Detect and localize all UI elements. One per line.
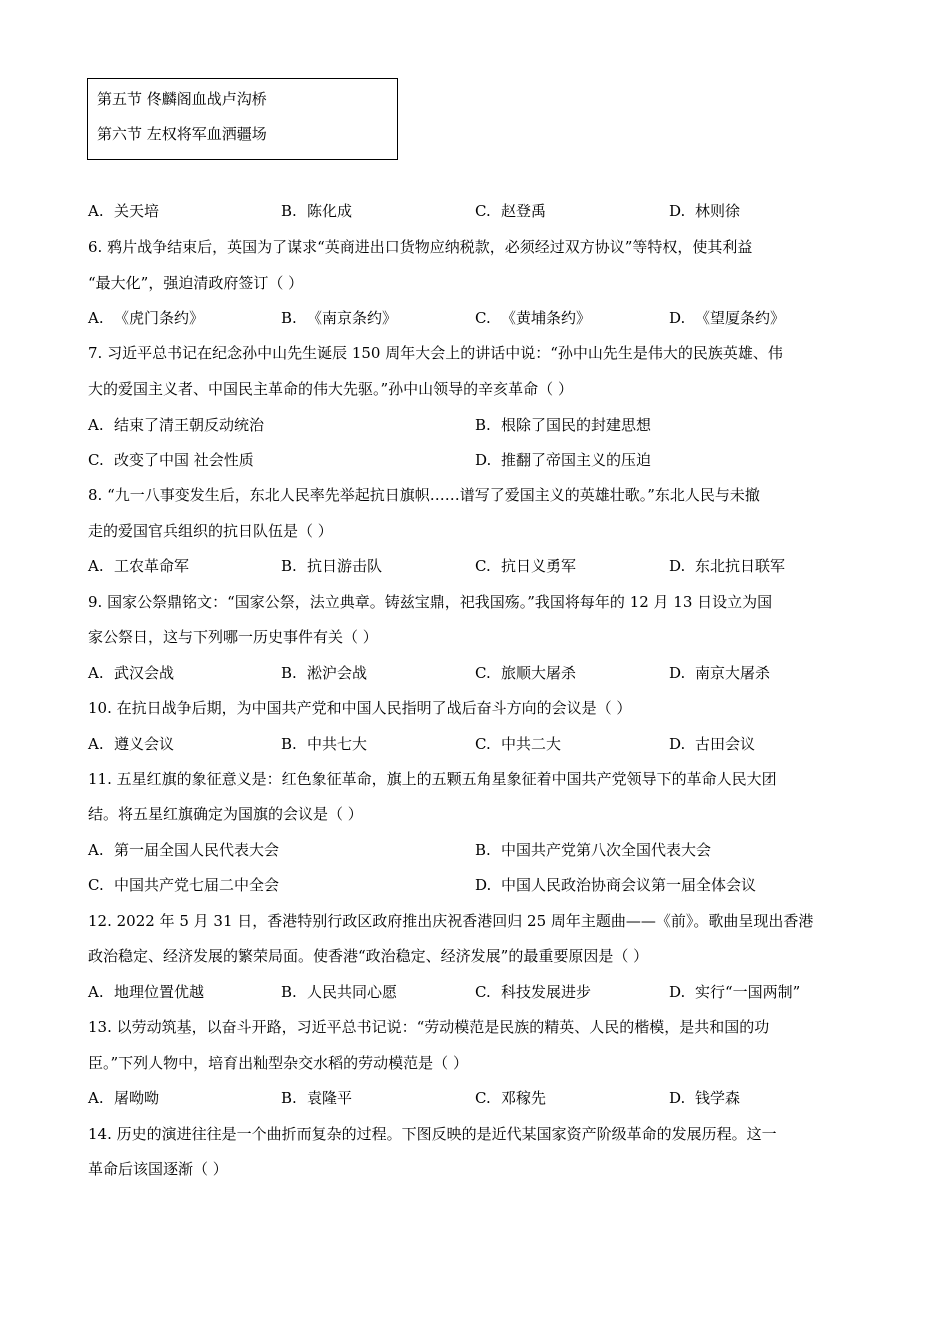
q6-stem-line1: 6. 鸦片战争结束后，英国为了谋求“英商进出口货物应纳税款，必须经过双方协议”等特权，使其利益 — [88, 238, 753, 256]
q10-option-d: D. 古田会议 — [669, 735, 756, 753]
q8-option-a: A. 工农革命军 — [88, 557, 190, 575]
q9-stem-line1: 9. 国家公祭鼎铭文：“国家公祭，法立典章。铸兹宝鼎，祀我国殇。”我国将每年的 12 月 13 日设立为国 — [88, 593, 773, 611]
q6-stem-line2: “最大化”，强迫清政府签订（ ） — [88, 274, 304, 292]
q8-option-c: C. 抗日义勇军 — [475, 557, 577, 575]
q11-option-c: C. 中国共产党七届二中全会 — [88, 876, 280, 894]
q6-option-a: A. 《虎门条约》 — [88, 309, 205, 327]
q8-option-d: D. 东北抗日联军 — [669, 557, 786, 575]
q6-option-d: D. 《望厦条约》 — [669, 309, 786, 327]
q12-stem-line1: 12. 2022 年 5 月 31 日，香港特别行政区政府推出庆祝香港回归 25 周年主题曲——《前》。歌曲呈现出香港 — [88, 912, 814, 930]
q7-stem-line1: 7. 习近平总书记在纪念孙中山先生诞辰 150 周年大会上的讲话中说：“孙中山先生是伟大的民族英雄、伟 — [88, 344, 783, 362]
q12-option-b: B. 人民共同心愿 — [281, 983, 398, 1001]
q7-option-d: D. 推翻了帝国主义的压迫 — [475, 451, 652, 469]
chapter-list-box — [87, 78, 398, 160]
q8-option-b: B. 抗日游击队 — [281, 557, 383, 575]
q12-stem-line2: 政治稳定、经济发展的繁荣局面。使香港“政治稳定、经济发展”的最重要原因是（ ） — [88, 947, 649, 965]
q12-option-a: A. 地理位置优越 — [88, 983, 205, 1001]
q9-option-c: C. 旅顺大屠杀 — [475, 664, 577, 682]
q14-stem-line1: 14. 历史的演进往往是一个曲折而复杂的过程。下图反映的是近代某国家资产阶级革命的发展历程。这一 — [88, 1125, 777, 1143]
q8-stem-line1: 8. “九一八事变发生后，东北人民率先举起抗日旗帜……谱写了爱国主义的英雄壮歌。”东北人民与未撤 — [88, 486, 760, 504]
q13-option-b: B. 袁隆平 — [281, 1089, 353, 1107]
q6-option-c: C. 《黄埔条约》 — [475, 309, 592, 327]
q13-option-a: A. 屠呦呦 — [88, 1089, 160, 1107]
q11-stem-line1: 11. 五星红旗的象征意义是：红色象征革命，旗上的五颗五角星象征着中国共产党领导下的革命人民大团 — [88, 770, 777, 788]
q13-option-d: D. 钱学森 — [669, 1089, 741, 1107]
q6-option-b: B. 《南京条约》 — [281, 309, 398, 327]
q9-stem-line2: 家公祭日，这与下列哪一历史事件有关（ ） — [88, 628, 378, 646]
q13-stem-line1: 13. 以劳动筑基，以奋斗开路，习近平总书记说：“劳动模范是民族的精英、人民的楷模，是共和国的功 — [88, 1018, 770, 1036]
chapter-line-6: 第六节 左权将军血洒疆场 — [97, 125, 267, 143]
q11-option-b: B. 中国共产党第八次全国代表大会 — [475, 841, 712, 859]
q7-option-b: B. 根除了国民的封建思想 — [475, 416, 652, 434]
q11-stem-line2: 结。将五星红旗确定为国旗的会议是（ ） — [88, 805, 363, 823]
q7-option-a: A. 结束了清王朝反动统治 — [88, 416, 265, 434]
q8-stem-line2: 走的爱国官兵组织的抗日队伍是（ ） — [88, 522, 333, 540]
q13-stem-line2: 臣。”下列人物中，培育出籼型杂交水稻的劳动模范是（ ） — [88, 1054, 468, 1072]
q9-option-d: D. 南京大屠杀 — [669, 664, 771, 682]
q10-option-b: B. 中共七大 — [281, 735, 368, 753]
q5-option-c: C. 赵登禹 — [475, 202, 547, 220]
q14-stem-line2: 革命后该国逐渐（ ） — [88, 1160, 228, 1178]
q10-stem-line1: 10. 在抗日战争后期，为中国共产党和中国人民指明了战后奋斗方向的会议是（ ） — [88, 699, 632, 717]
q11-option-a: A. 第一届全国人民代表大会 — [88, 841, 280, 859]
q5-option-a: A. 关天培 — [88, 202, 160, 220]
q7-stem-line2: 大的爱国主义者、中国民主革命的伟大先驱。”孙中山领导的辛亥革命（ ） — [88, 380, 573, 398]
q11-option-d: D. 中国人民政治协商会议第一届全体会议 — [475, 876, 757, 894]
q12-option-d: D. 实行“一国两制” — [669, 983, 801, 1001]
q5-option-b: B. 陈化成 — [281, 202, 353, 220]
q9-option-b: B. 淞沪会战 — [281, 664, 368, 682]
q5-option-d: D. 林则徐 — [669, 202, 741, 220]
chapter-line-5: 第五节 佟麟阁血战卢沟桥 — [97, 90, 267, 108]
q7-option-c: C. 改变了中国 社会性质 — [88, 451, 254, 469]
q10-option-a: A. 遵义会议 — [88, 735, 175, 753]
q10-option-c: C. 中共二大 — [475, 735, 562, 753]
q9-option-a: A. 武汉会战 — [88, 664, 175, 682]
q12-option-c: C. 科技发展进步 — [475, 983, 592, 1001]
q13-option-c: C. 邓稼先 — [475, 1089, 547, 1107]
